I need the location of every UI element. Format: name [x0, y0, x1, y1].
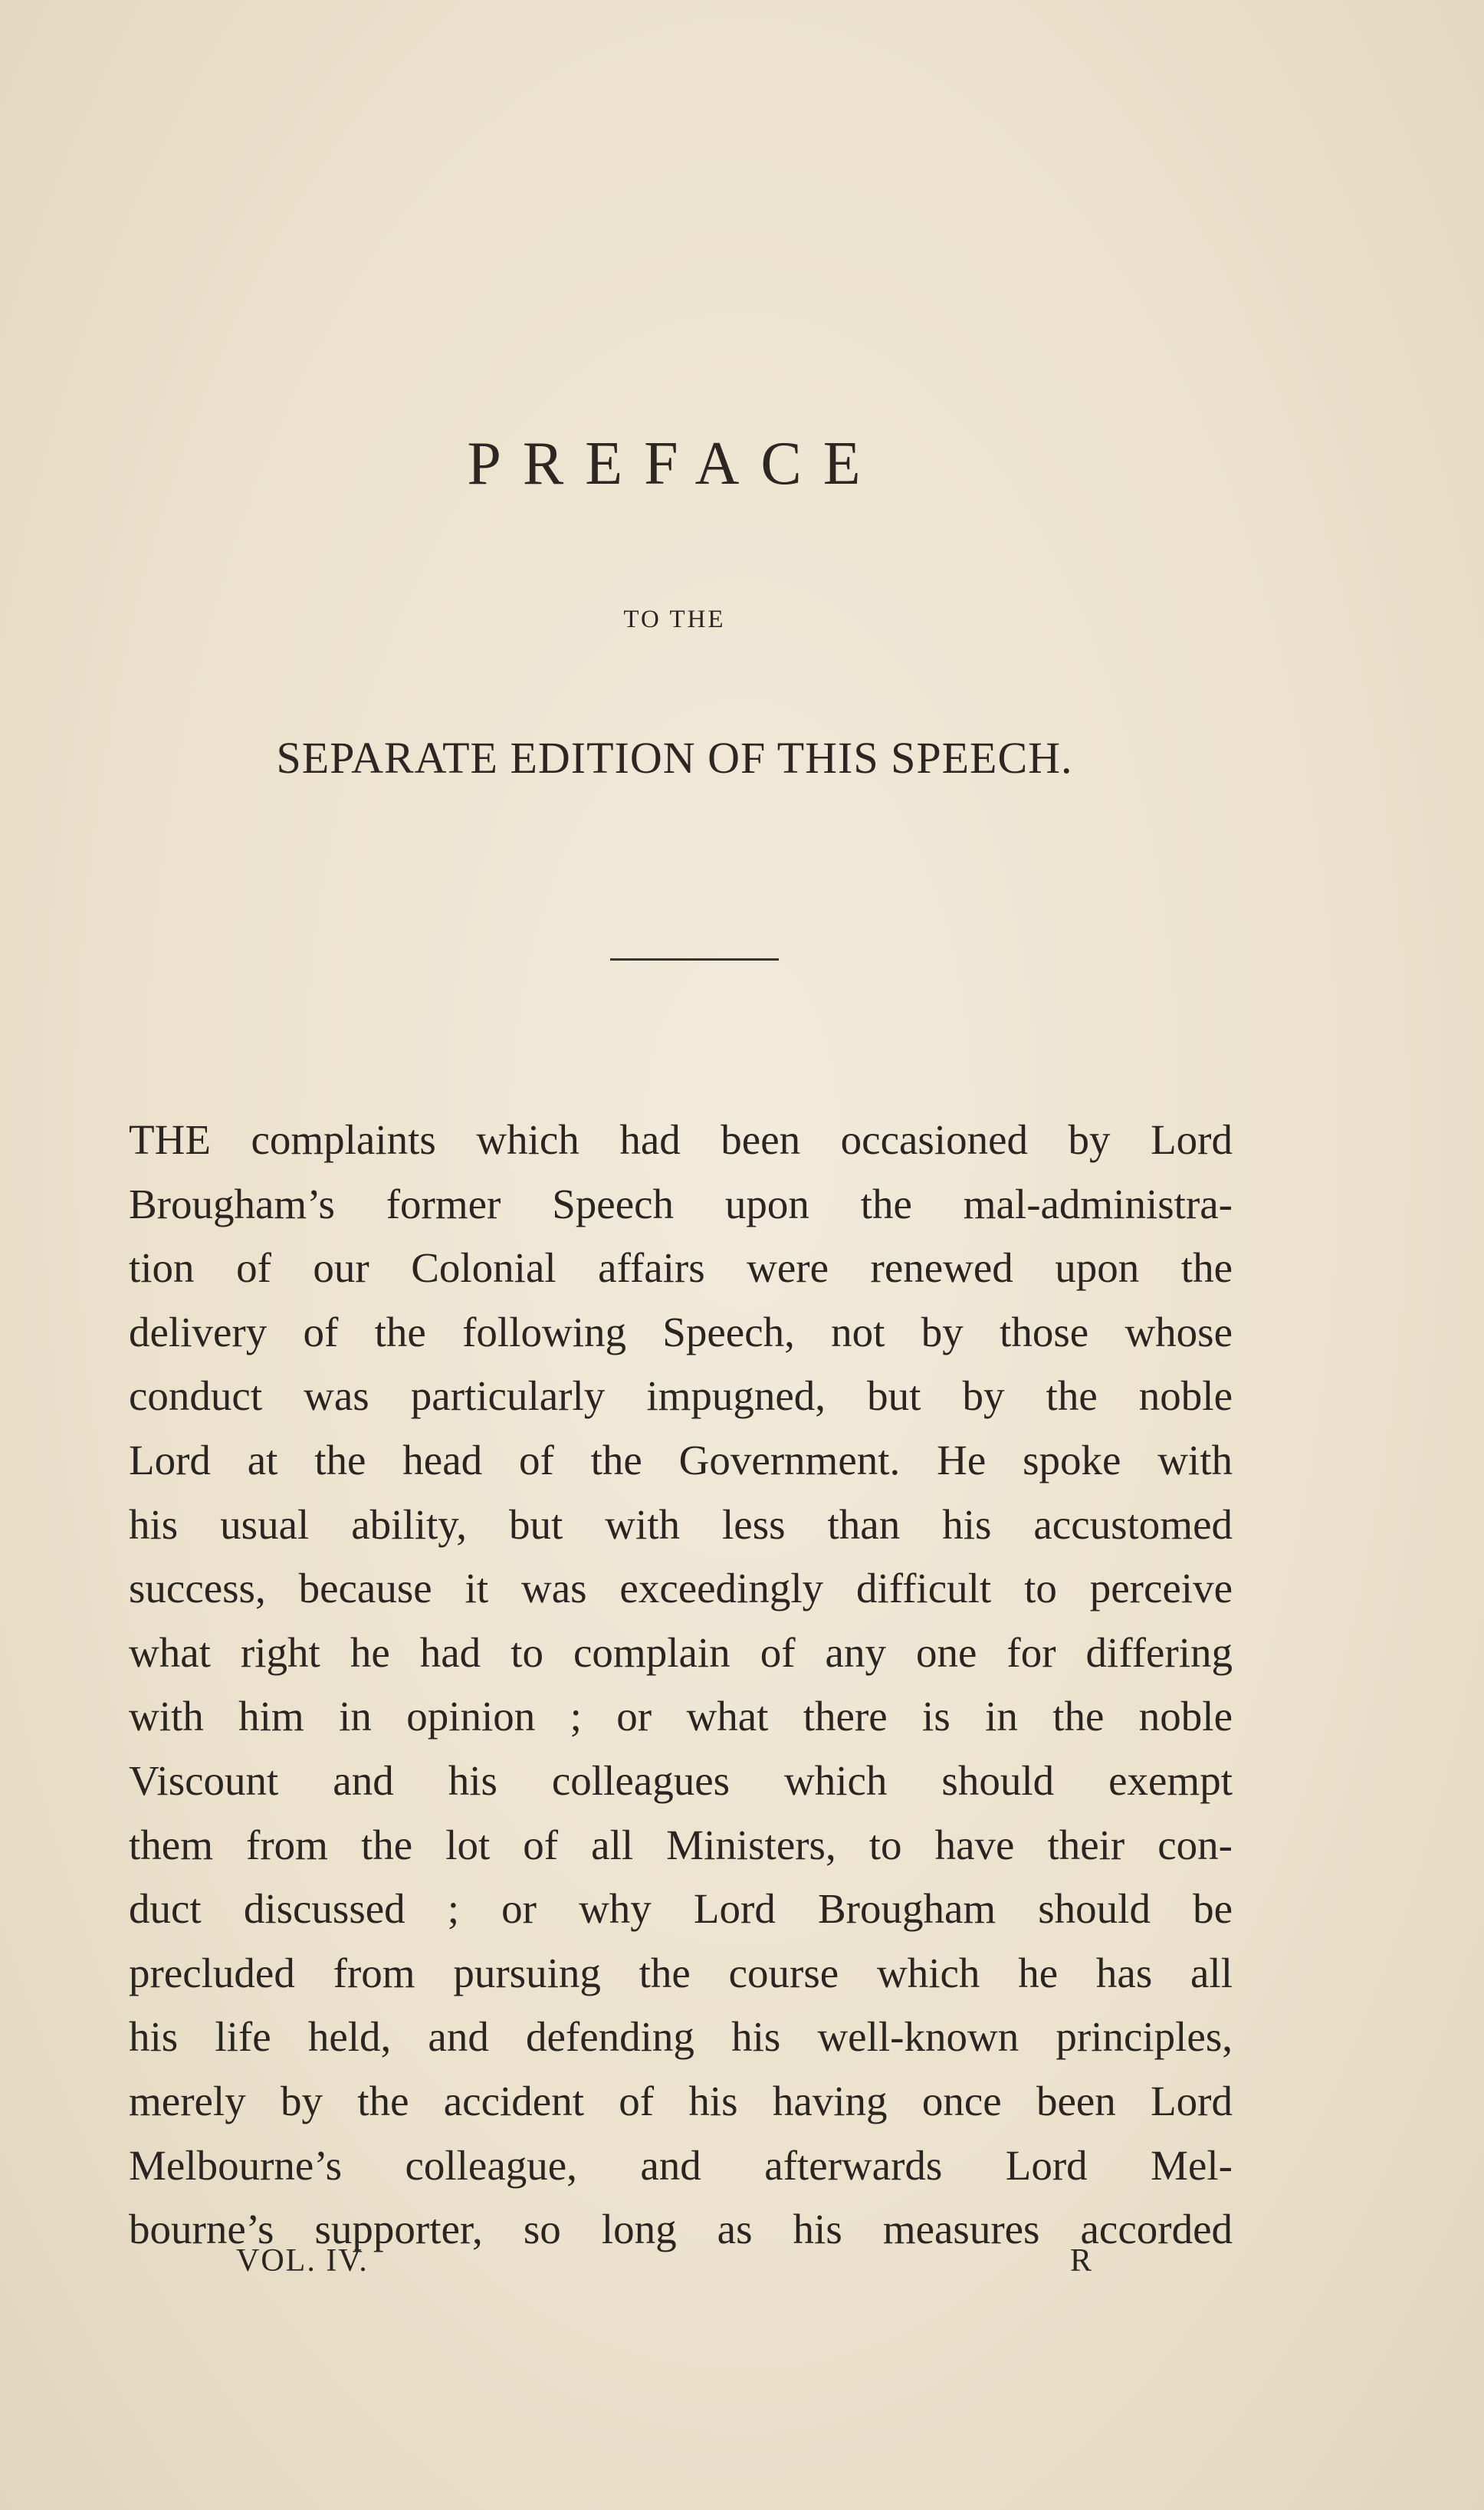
text-line: Viscount and his colleagues which should exempt — [129, 1756, 1233, 1804]
text-line: Brougham’s former Speech upon the mal-administra- — [129, 1180, 1233, 1227]
text-line: his usual ability, but with less than his accustomed — [129, 1500, 1233, 1548]
text-line: tion of our Colonial affairs were renewed upon the — [129, 1244, 1233, 1292]
title-connector: TO THE — [623, 606, 726, 633]
text-line: merely by the accident of his having once been Lord — [129, 2077, 1233, 2124]
text-line: duct discussed ; or why Lord Brougham should be — [129, 1885, 1233, 1933]
text-line: delivery of the following Speech, not by those whose — [129, 1308, 1233, 1355]
text-line: conduct was particularly impugned, but by the noble — [129, 1372, 1233, 1420]
text-line: Melbourne’s colleague, and afterwards Lord Mel- — [129, 2141, 1233, 2189]
text-line: bourne’s supporter, so long as his measures accorded — [129, 2206, 1233, 2253]
text-line: with him in opinion ; or what there is in the noble — [129, 1693, 1233, 1740]
text-line: them from the lot of all Ministers, to have their con- — [129, 1821, 1233, 1868]
volume-label: VOL. IV. — [236, 2243, 369, 2278]
page-subtitle: SEPARATE EDITION OF THIS SPEECH. — [276, 733, 1073, 783]
signature-mark: R — [1070, 2243, 1094, 2278]
section-divider — [610, 958, 779, 961]
text-line: what right he had to complain of any one for differing — [129, 1628, 1233, 1676]
text-line: his life held, and defending his well-known principles, — [129, 2013, 1233, 2061]
text-line: success, because it was exceedingly difficult to perceive — [129, 1565, 1233, 1612]
body-paragraph — [129, 1108, 1233, 2262]
text-line: Lord at the head of the Government. He spoke with — [129, 1436, 1233, 1483]
text-line: THE complaints which had been occasioned by Lord — [129, 1116, 1233, 1163]
text-line: precluded from pursuing the course which he has all — [129, 1949, 1233, 1996]
page-title: PREFACE — [467, 430, 882, 498]
